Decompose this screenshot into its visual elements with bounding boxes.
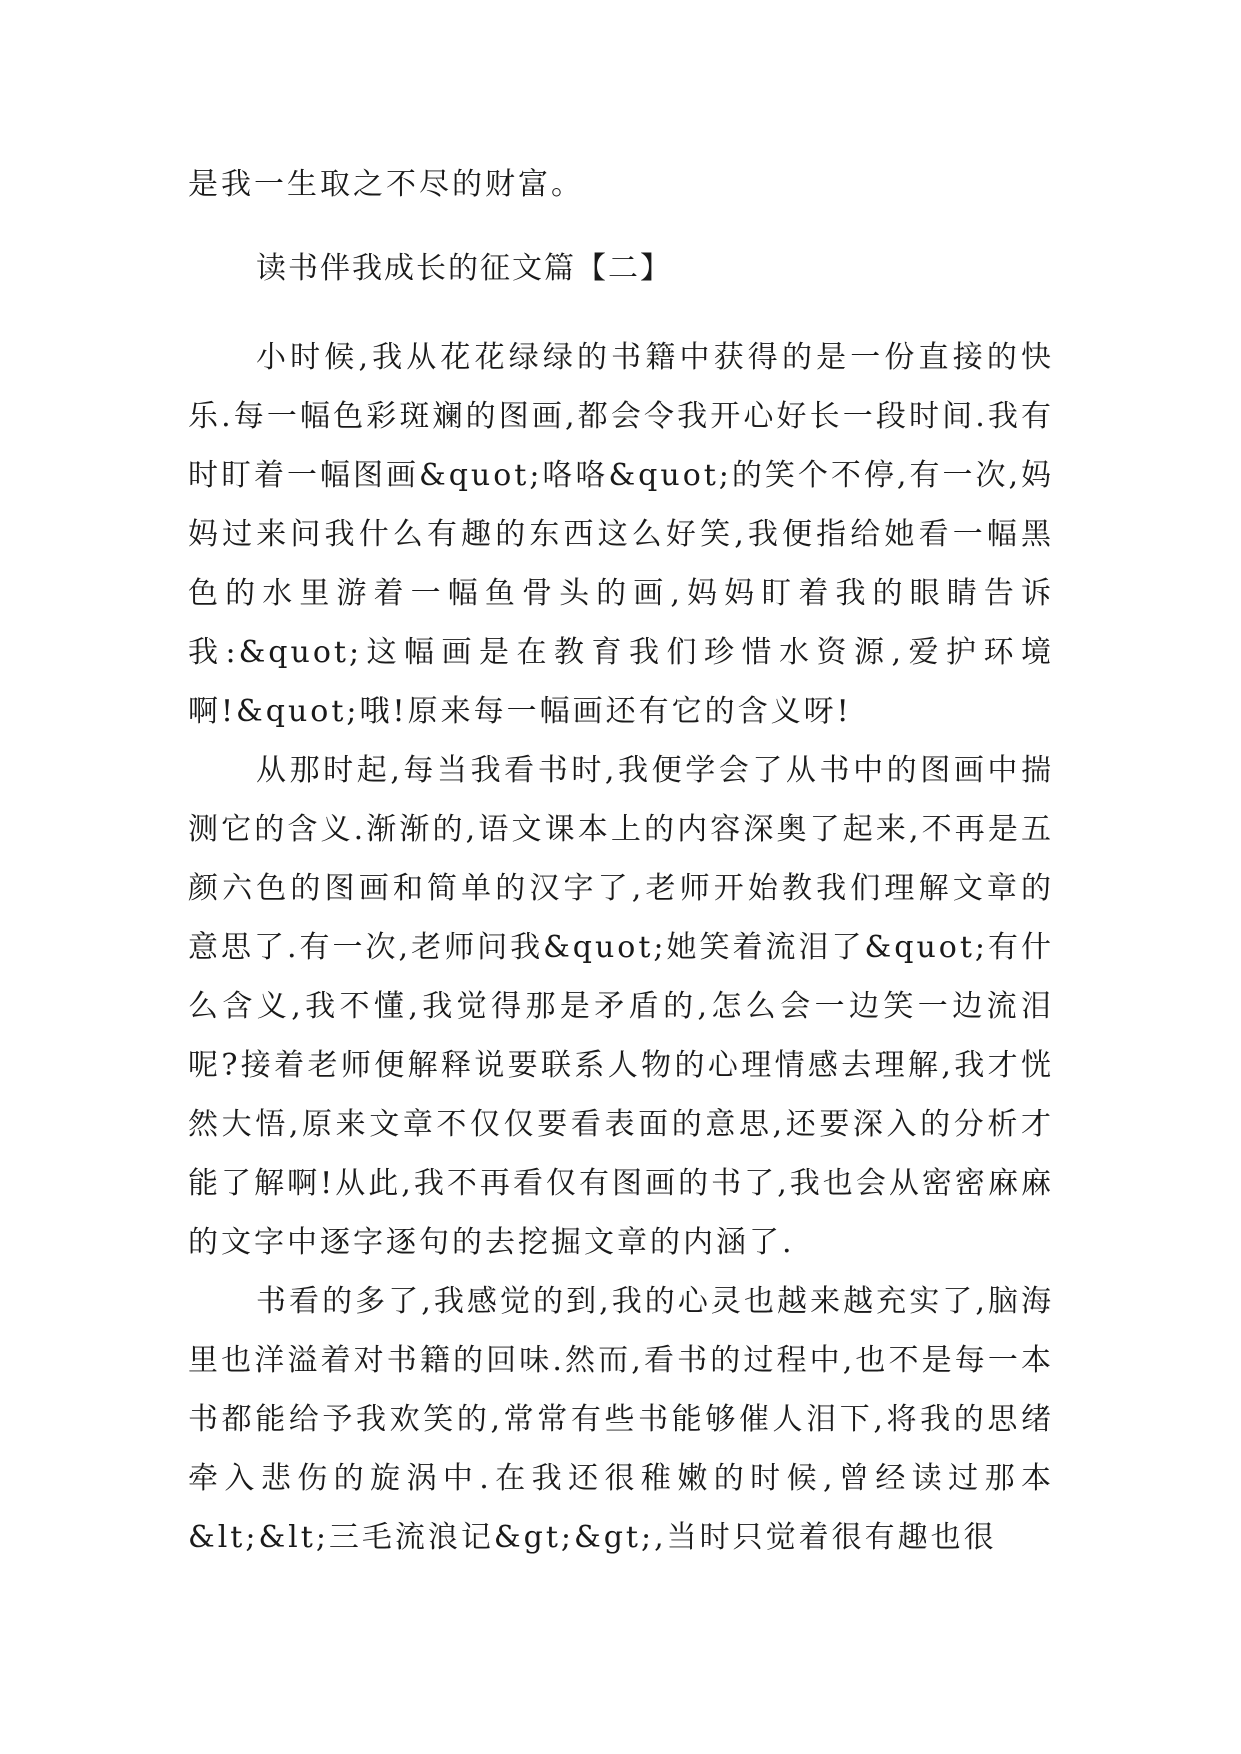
body-text (188, 328, 1054, 1567)
paragraph: 书看的多了,我感觉的到,我的心灵也越来越充实了,脑海里也洋溢着对书籍的回味.然而,看书的过程中,也不是每一本书都能给予我欢笑的,常常有些书能够催人泪下,将我的思绪牵入悲伤的旋涡中.在我还很稚嫩的时候,曾经读过那本&lt;&lt;三毛流浪记&gt;&gt;,当时只觉着很有趣也很 (188, 1284, 1054, 1555)
section-heading: 读书伴我成长的征文篇【二】 (256, 251, 672, 286)
paragraph: 小时候,我从花花绿绿的书籍中获得的是一份直接的快乐.每一幅色彩斑斓的图画,都会令我开心好长一段时间.我有时盯着一幅图画&quot;咯咯&quot;的笑个不停,有一次,妈妈过来问我什么有趣的东西这么好笑,我便指给她看一幅黑色的水里游着一幅鱼骨头的画,妈妈盯着我的眼睛告诉我:&quot;这幅画是在教育我们珍惜水资源,爱护环境啊!&quot;哦!原来每一幅画还有它的含义呀! (188, 340, 1054, 729)
leading-line: 是我一生取之不尽的财富。 (188, 167, 584, 202)
paragraph: 从那时起,每当我看书时,我便学会了从书中的图画中揣测它的含义.渐渐的,语文课本上的内容深奥了起来,不再是五颜六色的图画和简单的汉字了,老师开始教我们理解文章的意思了.有一次,老师问我&quot;她笑着流泪了&quot;有什么含义,我不懂,我觉得那是矛盾的,怎么会一边笑一边流泪呢?接着老师便解释说要联系人物的心理情感去理解,我才恍然大悟,原来文章不仅仅要看表面的意思,还要深入的分析才能了解啊!从此,我不再看仅有图画的书了,我也会从密密麻麻的文字中逐字逐句的去挖掘文章的内涵了. (188, 753, 1054, 1260)
